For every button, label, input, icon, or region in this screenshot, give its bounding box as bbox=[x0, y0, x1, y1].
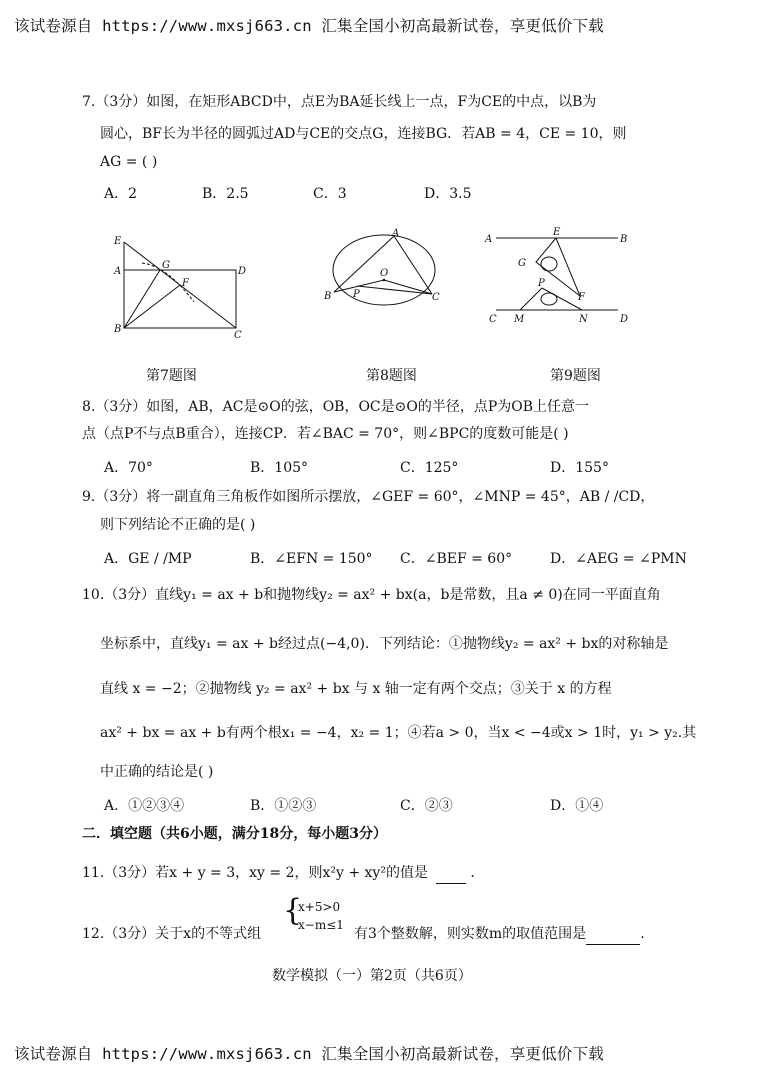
banner-prefix: 该试卷源自 bbox=[14, 17, 93, 35]
q7-option-c: C．3 bbox=[313, 186, 347, 202]
q8-line1: 8.（3分）如图，AB，AC是⊙O的弦，OB，OC是⊙O的半径，点P为OB上任意一 bbox=[82, 399, 590, 415]
q10-line1: 10.（3分）直线y₁ = ax + b和抛物线y₂ = ax² + bx(a，b是常数，且a ≠ 0)在同一平面直角 bbox=[82, 587, 661, 603]
fig8-line-pc bbox=[357, 286, 432, 294]
q9-option-c: C．∠BEF = 60° bbox=[400, 551, 513, 567]
fig9-label-a: A bbox=[485, 234, 493, 245]
fig9-label-c: C bbox=[489, 314, 497, 325]
q10-option-c: C．②③ bbox=[400, 798, 453, 814]
fig7-label-g: G bbox=[162, 260, 170, 271]
fig9-label-f: F bbox=[578, 292, 585, 303]
q12-end: . bbox=[640, 926, 645, 942]
q10-line3: 直线 x = −2；②抛物线 y₂ = ax² + bx 与 x 轴一定有两个交点；③关于 x 的方程 bbox=[100, 681, 612, 697]
fig9-label-p: P bbox=[538, 278, 545, 289]
fig7-label-f: F bbox=[182, 278, 189, 289]
fig7-line-bf bbox=[124, 285, 180, 328]
q8-option-d: D．155° bbox=[550, 460, 609, 476]
fig7-rectangle bbox=[124, 270, 236, 328]
fig8-label-c: C bbox=[432, 292, 440, 303]
figure-8-diagram bbox=[320, 226, 450, 310]
q7-line3: AG = ( ) bbox=[100, 154, 158, 170]
fig8-label-p: P bbox=[353, 289, 360, 300]
fig8-label-o: O bbox=[380, 268, 389, 279]
fig7-label-c: C bbox=[234, 330, 242, 341]
q11-end: ． bbox=[470, 865, 485, 881]
q11-answer-blank bbox=[436, 863, 466, 884]
q7-option-d: D．3.5 bbox=[424, 186, 472, 202]
q10-option-a: A．①②③④ bbox=[104, 798, 185, 814]
fig8-line-ac bbox=[394, 236, 432, 294]
q12-prefix: 12.（3分）关于x的不等式组 bbox=[82, 926, 262, 942]
q12-suffix: 有3个整数解，则实数m的取值范围是 bbox=[354, 926, 587, 942]
fig8-label-b: B bbox=[324, 291, 332, 302]
banner-prefix: 该试卷源自 bbox=[14, 1045, 93, 1063]
q12-answer-blank bbox=[586, 924, 640, 945]
figure-8-caption: 第8题图 bbox=[366, 368, 417, 384]
q8-option-b: B．105° bbox=[250, 460, 309, 476]
banner-suffix: 汇集全国小初高最新试卷，享更低价下载 bbox=[321, 1045, 604, 1063]
fig9-label-e: E bbox=[553, 227, 561, 238]
q10-line5: 中正确的结论是( ) bbox=[100, 764, 214, 780]
fig9-label-d: D bbox=[620, 314, 629, 325]
fig8-label-a: A bbox=[392, 228, 400, 239]
q7-option-b: B．2.5 bbox=[202, 186, 249, 202]
fig9-label-n: N bbox=[579, 314, 588, 325]
q10-line4: ax² + bx = ax + b有两个根x₁ = −4，x₂ = 1；④若a > 0，当x < −4或x > 1时，y₁ > y₂.其 bbox=[100, 725, 697, 741]
fig7-label-b: B bbox=[114, 324, 122, 335]
q9-option-a: A．GE / /MP bbox=[104, 551, 192, 567]
q8-option-c: C．125° bbox=[400, 460, 459, 476]
q12-suffix-line bbox=[354, 924, 645, 945]
fig9-label-g: G bbox=[518, 258, 526, 269]
q11-line bbox=[82, 863, 484, 884]
fig9-label-b: B bbox=[620, 234, 628, 245]
fig9-label-m: M bbox=[514, 314, 525, 325]
q12-system-row1: x+5>0 bbox=[298, 900, 341, 914]
fig8-center-point bbox=[383, 279, 386, 282]
q10-option-d: D．①④ bbox=[550, 798, 604, 814]
q9-line1: 9.（3分）将一副直角三角板作如图所示摆放，∠GEF = 60°，∠MNP = 45°，AB / /CD， bbox=[82, 489, 655, 505]
fig9-triangle-mnp bbox=[520, 288, 582, 310]
banner-suffix: 汇集全国小初高最新试卷，享更低价下载 bbox=[321, 17, 604, 35]
fig7-label-a: A bbox=[114, 266, 122, 277]
fig9-hole-top bbox=[541, 257, 557, 271]
q8-line2: 点（点P不与点B重合），连接CP．若∠BAC = 70°，则∠BPC的度数可能是( ) bbox=[82, 426, 569, 442]
q8-option-a: A．70° bbox=[104, 460, 153, 476]
q11-text: 11.（3分）若x + y = 3，xy = 2，则x²y + xy²的值是 bbox=[82, 865, 428, 881]
q9-option-d: D．∠AEG = ∠PMN bbox=[550, 551, 687, 567]
figure-7-caption: 第7题图 bbox=[146, 368, 197, 384]
q12-system-row2: x−m≤1 bbox=[298, 918, 344, 932]
banner-url[interactable]: https://www.mxsj663.cn bbox=[102, 17, 312, 35]
figure-9-caption: 第9题图 bbox=[550, 368, 601, 384]
banner-url[interactable]: https://www.mxsj663.cn bbox=[102, 1045, 312, 1063]
fig8-line-ab bbox=[334, 236, 394, 292]
q9-line2: 则下列结论不正确的是( ) bbox=[100, 517, 256, 533]
q10-line2: 坐标系中，直线y₁ = ax + b经过点(−4,0)．下列结论：①抛物线y₂ = ax² + bx的对称轴是 bbox=[100, 636, 669, 652]
q9-option-b: B．∠EFN = 150° bbox=[250, 551, 373, 567]
fig7-label-e: E bbox=[114, 236, 122, 247]
fig7-line-bg bbox=[124, 270, 160, 328]
fig7-label-d: D bbox=[238, 266, 247, 277]
page-footer: 数学模拟（一）第2页（共6页） bbox=[272, 968, 472, 984]
figure-7-diagram bbox=[112, 230, 252, 342]
section-2-title: 二．填空题（共6小题，满分18分，每小题3分） bbox=[82, 826, 387, 842]
q7-line2: 圆心，BF长为半径的圆弧过AD与CE的交点G，连接BG．若AB = 4，CE = 10，则 bbox=[100, 126, 627, 142]
top-banner bbox=[14, 14, 604, 36]
figure-9-diagram bbox=[482, 226, 632, 326]
q7-line1: 7.（3分）如图，在矩形ABCD中，点E为BA延长线上一点，F为CE的中点，以B为 bbox=[82, 94, 597, 110]
q10-option-b: B．①②③ bbox=[250, 798, 317, 814]
fig9-hole-bottom bbox=[541, 293, 557, 305]
q12-brace: { bbox=[283, 893, 303, 928]
q7-option-a: A．2 bbox=[104, 186, 138, 202]
bottom-banner bbox=[14, 1042, 604, 1064]
